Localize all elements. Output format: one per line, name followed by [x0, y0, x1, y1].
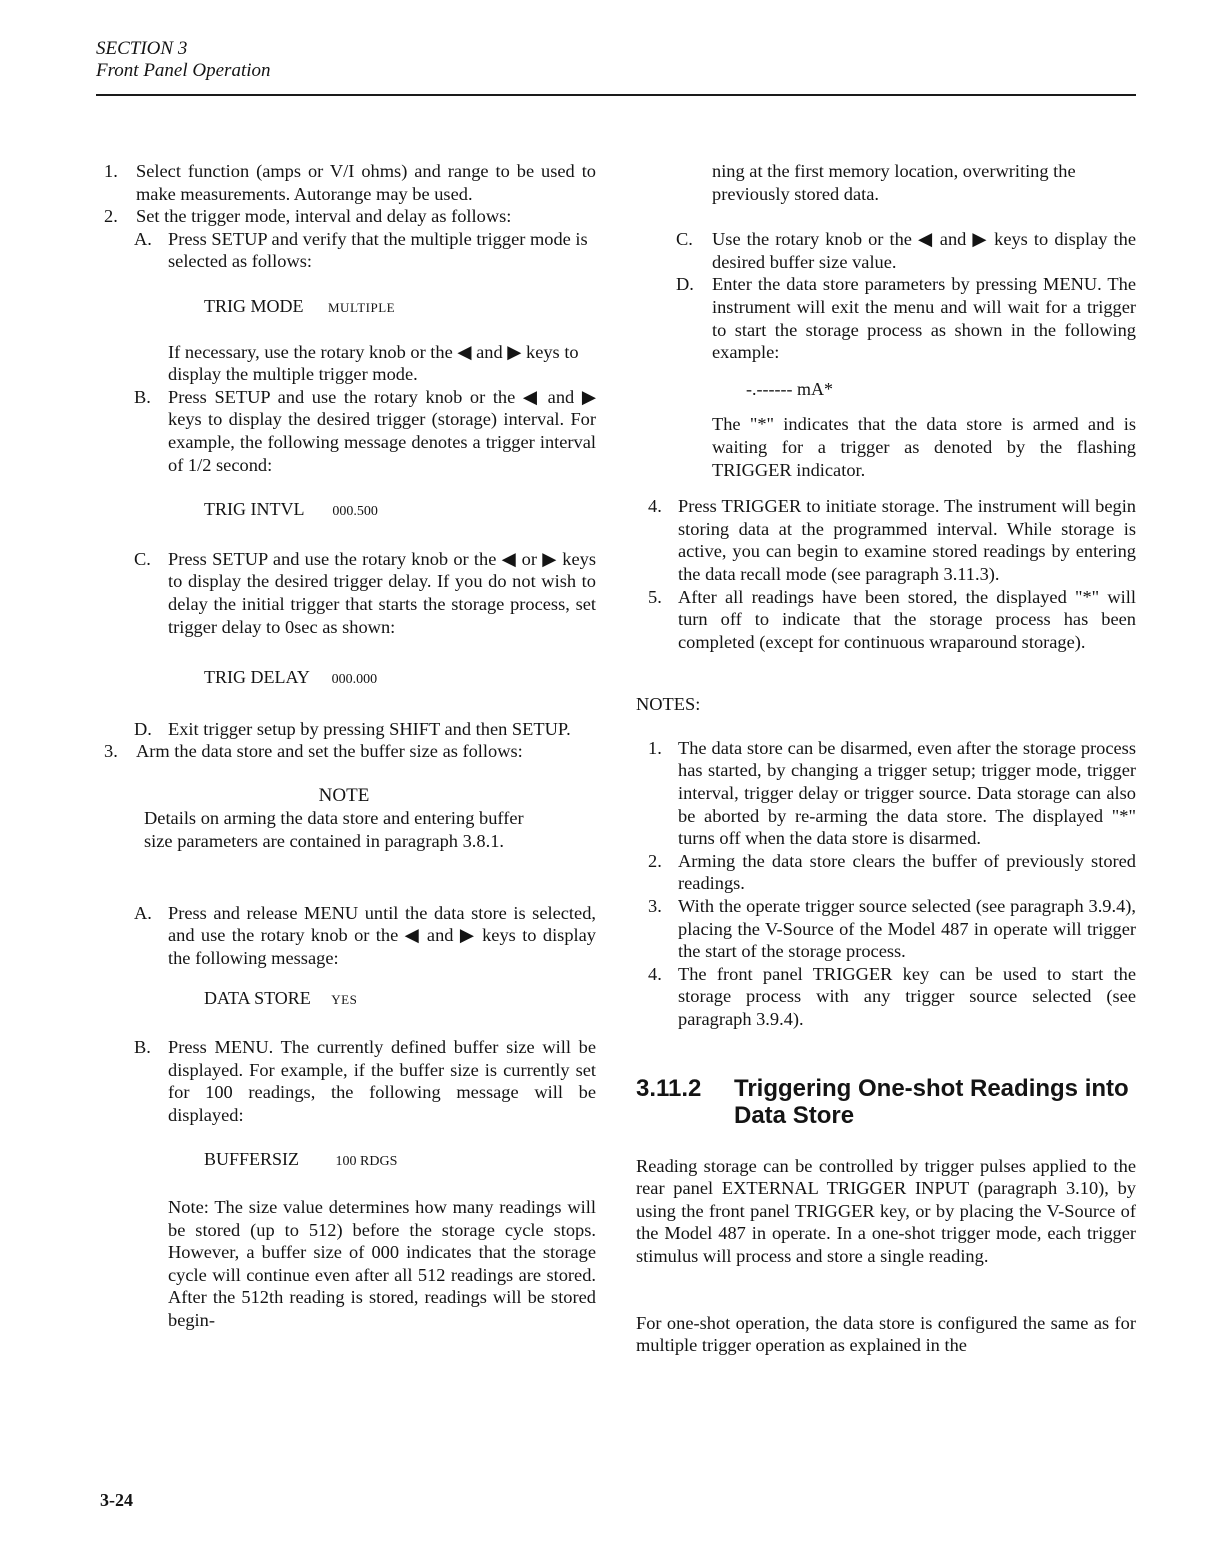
- note-4-text: The front panel TRIGGER key can be used to start the storage process with any trigger source selected (see paragraph 3.9.4).: [678, 963, 1136, 1029]
- display-trig-intvl: [204, 498, 596, 524]
- step-2a-followup-text: If necessary, use the rotary knob or the ◀ and ▶ keys to display the multiple trigger mode.: [168, 341, 579, 385]
- note-3: [636, 895, 1136, 963]
- step-2d-label: D.: [134, 718, 152, 739]
- display-data-store: [204, 987, 596, 1012]
- header-rule: [96, 94, 1136, 96]
- note-2-text: Arming the data store clears the buffer of previously stored readings.: [678, 850, 1136, 894]
- page-number: 3-24: [100, 1490, 133, 1510]
- step-3c-label: C.: [676, 229, 693, 250]
- step-3a: [104, 902, 596, 970]
- buffer-size-note: [104, 1196, 596, 1332]
- step-2a: [104, 228, 596, 273]
- paragraph-1: Reading storage can be controlled by trigger pulses applied to the rear panel EXTERNAL TRIGGER INPUT (paragraph 3.10), by using the front panel TRIGGER key, or by placing the V-Source of the Model 487 in operate. In a one-shot trigger mode, each trigger stimulus will process and store a single reading.: [636, 1155, 1136, 1266]
- step-2a-followup: [104, 341, 596, 386]
- note-box: [144, 785, 544, 853]
- right-column: [636, 160, 1136, 1357]
- step-2d-text: Exit trigger setup by pressing SHIFT and then SETUP.: [168, 718, 571, 739]
- armed-explanation-text: The "*" indicates that the data store is armed and is waiting for a trigger as denoted by the flashing TRIGGER indicator.: [712, 414, 1136, 480]
- step-2c: [104, 548, 596, 638]
- paragraph-2: For one-shot operation, the data store is configured the same as for multiple trigger operation as explained in the: [636, 1312, 1136, 1356]
- display-buffer-size: [204, 1148, 596, 1174]
- step-1: [104, 160, 596, 205]
- step-2b: [104, 386, 596, 476]
- step-3d-label: D.: [676, 274, 694, 295]
- step-2d: [104, 718, 596, 741]
- step-4: [636, 495, 1136, 585]
- step-3b: [104, 1036, 596, 1126]
- step-4-text: Press TRIGGER to initiate storage. The instrument will begin storing data at the programmed interval. While storage is active, you can begin to examine stored readings by entering the data recall mode (see paragraph 3.11.3).: [678, 496, 1136, 584]
- note-1: [636, 737, 1136, 850]
- buffer-size-note-text: Note: The size value determines how many readings will be stored (up to 512) before the storage cycle stops. However, a buffer size of 000 indicates that the storage cycle will continue even after all 512 readings are stored. After the 512th reading is stored, readings will be stored begin-: [168, 1197, 596, 1330]
- section-label: SECTION 3: [96, 38, 188, 59]
- display-buffer-size-label: BUFFERSIZ: [204, 1149, 300, 1170]
- armed-explanation: [636, 413, 1136, 481]
- step-3b-label: B.: [134, 1037, 151, 1058]
- step-2c-label: C.: [134, 548, 151, 569]
- step-3d-text: Enter the data store parameters by pressing MENU. The instrument will exit the menu and will wait for a trigger to start the storage process as shown in the following example:: [712, 274, 1136, 363]
- note-2: [636, 850, 1136, 895]
- step-1-text: Select function (amps or V/I ohms) and range to be used to make measurements. Autorange may be used.: [136, 161, 596, 204]
- step-3-text: Arm the data store and set the buffer size as follows:: [136, 741, 523, 762]
- display-trig-mode-value: MULTIPLE: [328, 299, 396, 315]
- note-1-text: The data store can be disarmed, even after the storage process has started, by changing a trigger setup; trigger mode, trigger interval, trigger delay or trigger source. Data storage can also be aborted by re-arming the data store. The displayed "*" turns off when the data store is disarmed.: [678, 737, 1136, 849]
- section-heading-title: Triggering One-shot Readings into Data Store: [734, 1074, 1129, 1129]
- display-trig-delay: [204, 666, 596, 692]
- note-3-text: With the operate trigger source selected (see paragraph 3.9.4), placing the V-Source of the Model 487 in operate will trigger the start of the storage process.: [678, 896, 1136, 962]
- step-2b-text: Press SETUP and use the rotary knob or the ◀ and ▶ keys to display the desired trigger (storage) interval. For example, the following message denotes a trigger interval of 1/2 second:: [168, 386, 596, 475]
- left-column: [104, 160, 596, 1332]
- step-3a-label: A.: [134, 902, 152, 923]
- step-3c-text: Use the rotary knob or the ◀ and ▶ keys to display the desired buffer size value.: [712, 229, 1136, 272]
- display-armed: [746, 378, 1136, 401]
- display-trig-mode-label: TRIG MODE: [204, 295, 304, 316]
- display-armed-value: -.------ mA*: [746, 378, 833, 399]
- step-4-number: 4.: [648, 496, 662, 517]
- step-2-text: Set the trigger mode, interval and delay as follows:: [136, 206, 512, 227]
- step-3c: [636, 228, 1136, 273]
- note-4: [636, 963, 1136, 1031]
- step-2a-text: Press SETUP and verify that the multiple trigger mode is selected as follows:: [168, 228, 588, 272]
- step-5: [636, 586, 1136, 654]
- step-2b-label: B.: [134, 386, 151, 407]
- note-3-number: 3.: [648, 896, 662, 917]
- step-2a-label: A.: [134, 228, 152, 249]
- display-buffer-size-value: 100 RDGS: [335, 1154, 398, 1170]
- step-2: [104, 205, 596, 228]
- display-trig-delay-value: 000.000: [331, 672, 378, 688]
- note-4-number: 4.: [648, 963, 662, 984]
- note-text: Details on arming the data store and entering buffer size parameters are contained in paragraph 3.8.1.: [144, 808, 524, 852]
- running-header: [96, 38, 271, 82]
- step-5-number: 5.: [648, 586, 662, 607]
- continued-text-body: ning at the first memory location, overwriting the previously stored data.: [712, 161, 1076, 204]
- note-title: NOTE: [318, 784, 370, 806]
- step-3: [104, 740, 596, 763]
- step-3-number: 3.: [104, 741, 118, 762]
- step-1-number: 1.: [104, 161, 118, 181]
- note-2-number: 2.: [648, 850, 662, 871]
- continued-text: [636, 160, 1136, 205]
- section-subtitle: Front Panel Operation: [96, 60, 271, 81]
- display-trig-intvl-label: TRIG INTVL: [204, 499, 304, 520]
- display-trig-delay-label: TRIG DELAY: [204, 667, 310, 688]
- note-1-number: 1.: [648, 737, 662, 758]
- step-2-number: 2.: [104, 206, 118, 227]
- step-2c-text: Press SETUP and use the rotary knob or the ◀ or ▶ keys to display the desired trigger delay. If you do not wish to delay the initial trigger that starts the storage process, set trigger delay to 0sec as shown:: [168, 548, 596, 637]
- notes-title: NOTES:: [636, 694, 701, 715]
- display-data-store-label: DATA STORE: [204, 988, 311, 1009]
- display-trig-mode: [204, 295, 596, 320]
- section-heading-number: 3.11.2: [636, 1074, 702, 1102]
- step-5-text: After all readings have been stored, the displayed "*" will turn off to indicate that the storage process has been completed (except for continuous wraparound storage).: [678, 586, 1136, 652]
- display-data-store-value: YES: [331, 992, 358, 1008]
- step-3d: [636, 273, 1136, 363]
- display-trig-intvl-value: 000.500: [332, 504, 378, 520]
- step-3a-text: Press and release MENU until the data store is selected, and use the rotary knob or the ◀ and ▶ keys to display the following message:: [168, 902, 596, 968]
- section-heading: [636, 1075, 1136, 1129]
- step-3b-text: Press MENU. The currently defined buffer size will be displayed. For example, if the buffer size is currently set for 100 readings, the following message will be displayed:: [168, 1037, 596, 1125]
